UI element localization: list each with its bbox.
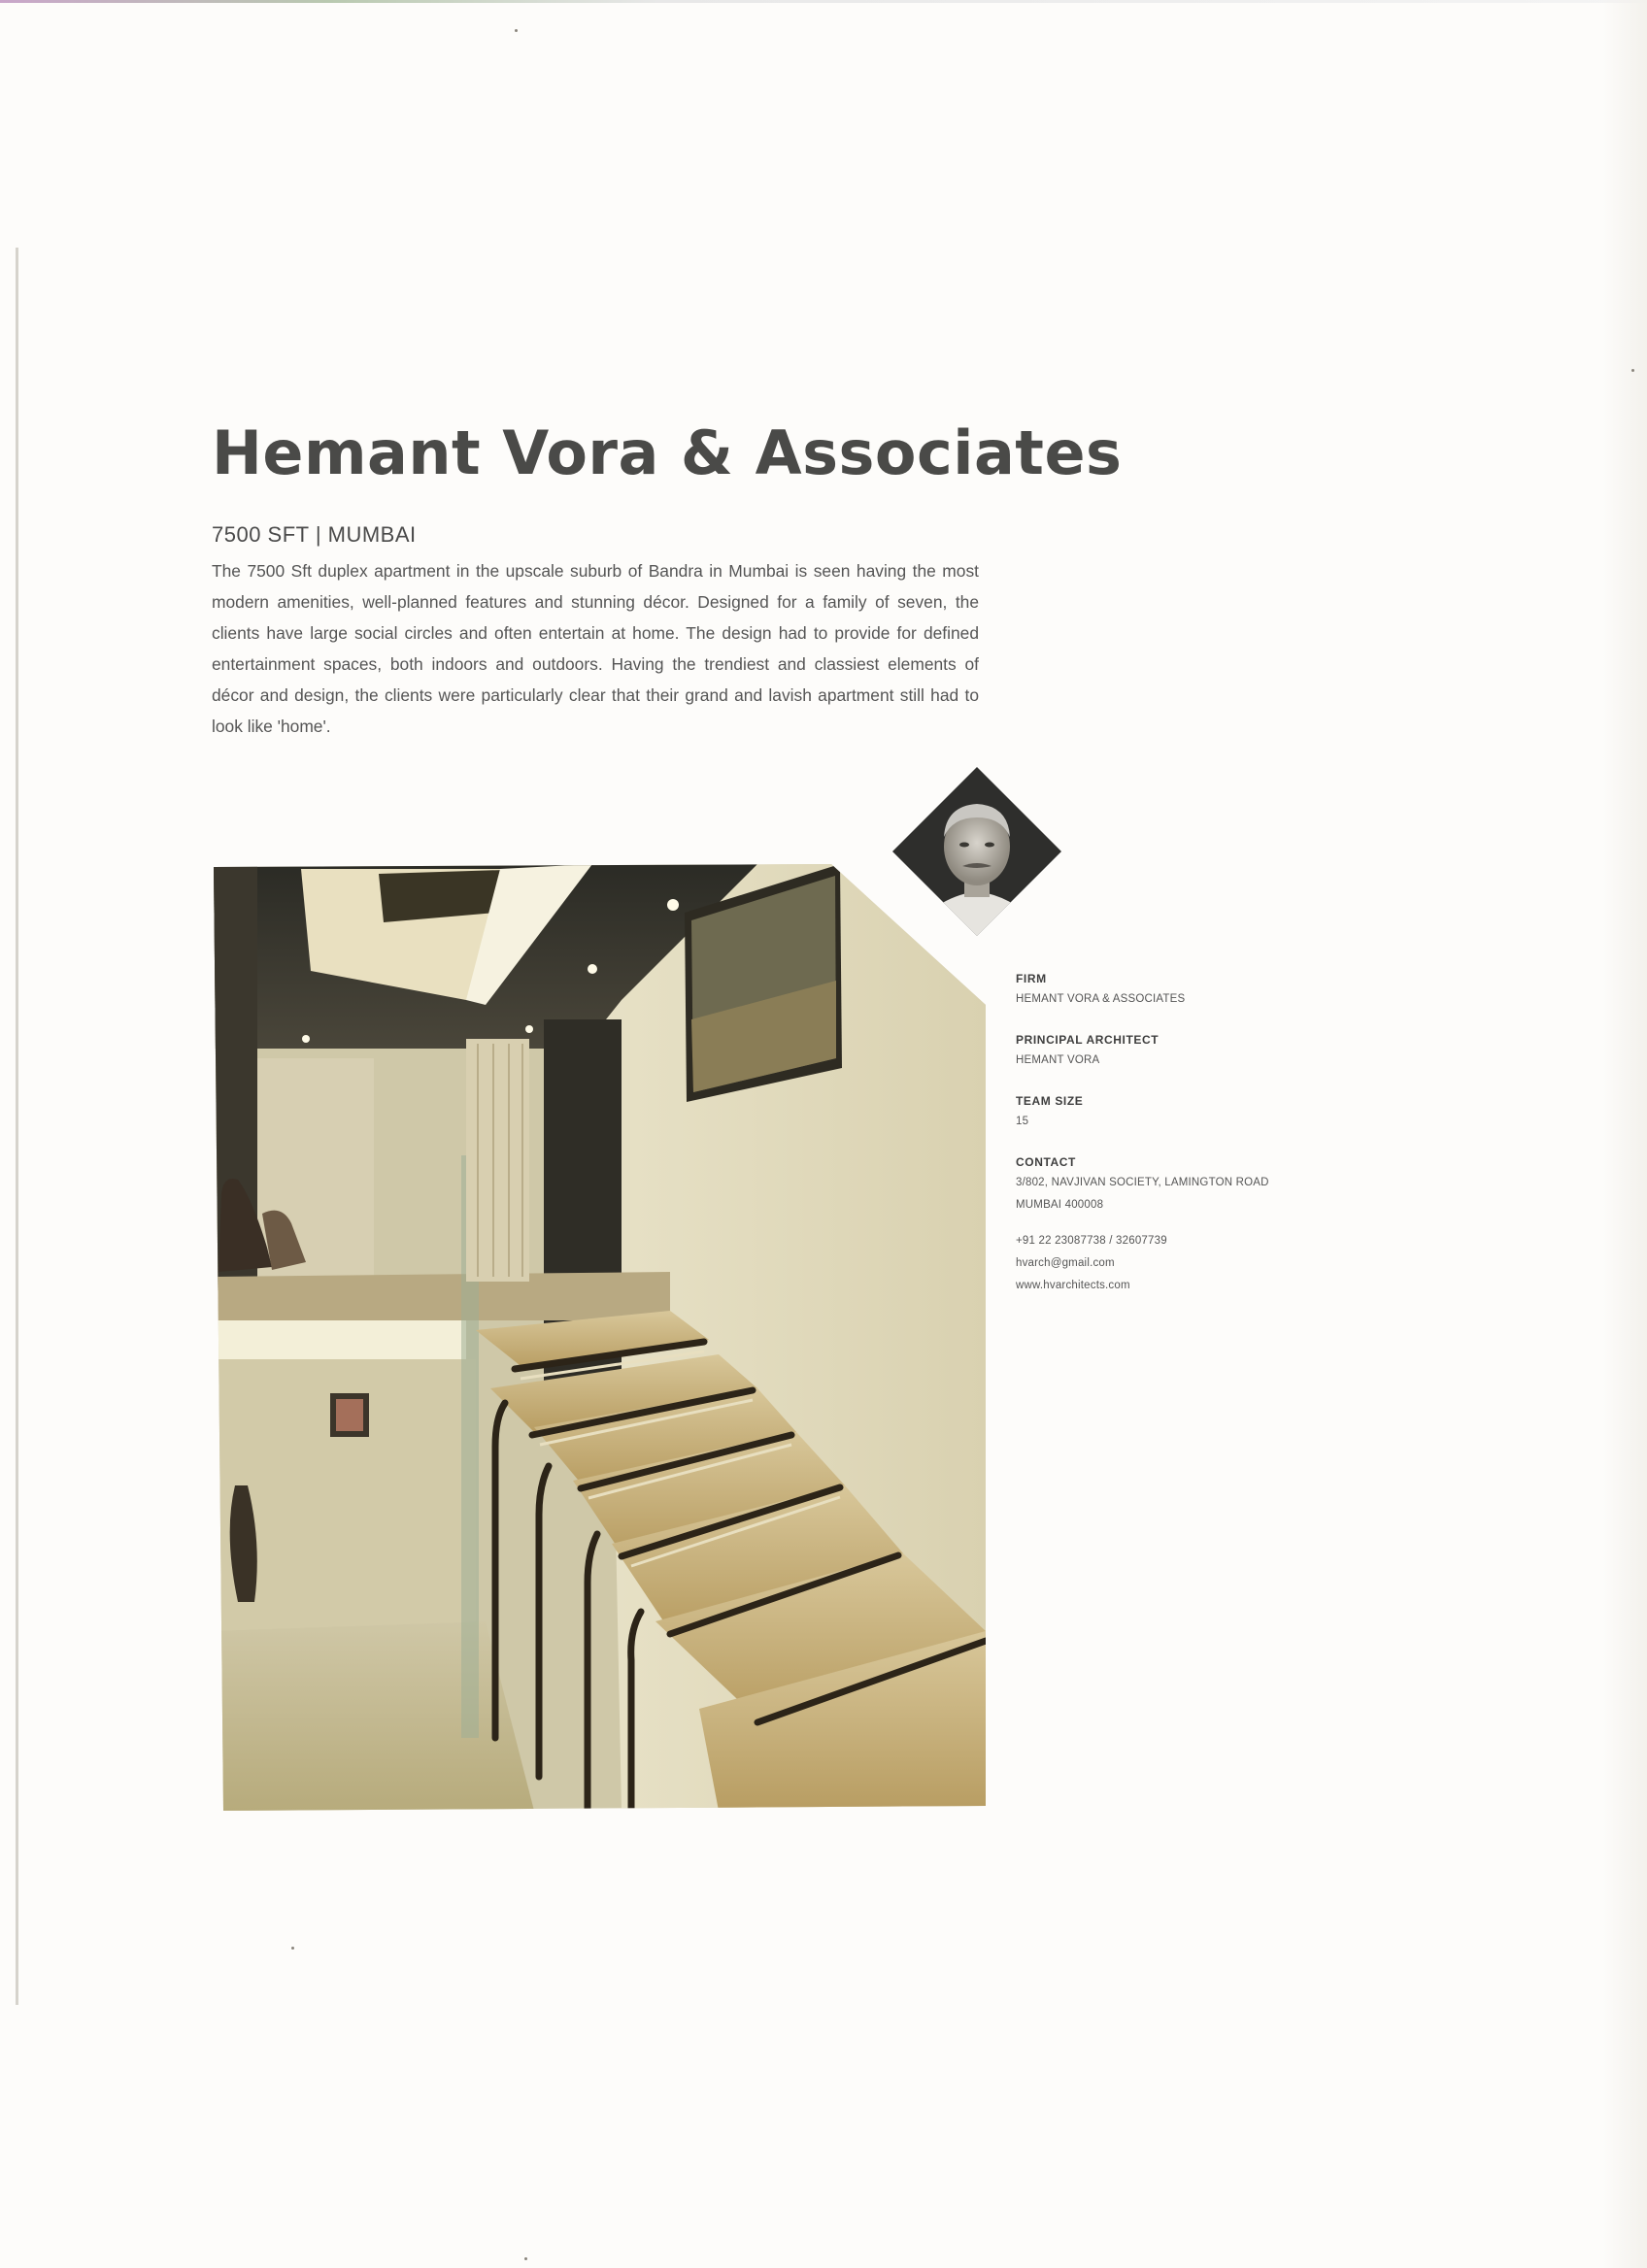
scan-speck [524, 2257, 527, 2260]
address-line-1: 3/802, NAVJIVAN SOCIETY, LAMINGTON ROAD [1016, 1177, 1269, 1188]
firm-block [1016, 971, 1336, 1011]
scan-speck [291, 1947, 294, 1950]
team-size-label: TEAM SIZE [1016, 1094, 1084, 1108]
architect-value: HEMANT VORA [1016, 1054, 1100, 1066]
article-title: Hemant Vora & Associates [212, 417, 1123, 488]
page-gutter-line [16, 248, 18, 2005]
contact-block [1016, 1154, 1336, 1297]
team-size-block [1016, 1093, 1336, 1133]
scan-speck [515, 29, 518, 32]
architect-block [1016, 1032, 1336, 1072]
top-edge-rule [0, 0, 1647, 3]
email-link[interactable]: hvarch@gmail.com [1016, 1257, 1115, 1269]
architect-portrait-photo [892, 767, 1061, 936]
firm-info-panel [1016, 971, 1336, 1318]
scan-speck [1631, 369, 1634, 372]
architect-label: PRINCIPAL ARCHITECT [1016, 1033, 1160, 1047]
contact-label: CONTACT [1016, 1155, 1076, 1169]
page-edge-shade [1602, 0, 1647, 2268]
article-body: The 7500 Sft duplex apartment in the upscale suburb of Bandra in Mumbai is seen having the most modern amenities, well-planned features and stunning décor. Designed for a family of seven, the clients have large social circles and often entertain at home. The design had to provide for defined entertainment spaces, both indoors and outdoors. Having the trendiest and classiest elements of décor and design, the clients were particularly clear that their grand and lavish apartment still had to look like 'home'. [212, 561, 979, 736]
address-line-2: MUMBAI 400008 [1016, 1199, 1104, 1211]
website-link[interactable]: www.hvarchitects.com [1016, 1280, 1130, 1291]
staircase-interior-photo [214, 864, 986, 1811]
team-size-value: 15 [1016, 1116, 1029, 1127]
phone-number: +91 22 23087738 / 32607739 [1016, 1235, 1167, 1247]
firm-value: HEMANT VORA & ASSOCIATES [1016, 993, 1186, 1005]
article-subtitle: 7500 SFT | MUMBAI [212, 522, 417, 547]
firm-label: FIRM [1016, 972, 1047, 985]
